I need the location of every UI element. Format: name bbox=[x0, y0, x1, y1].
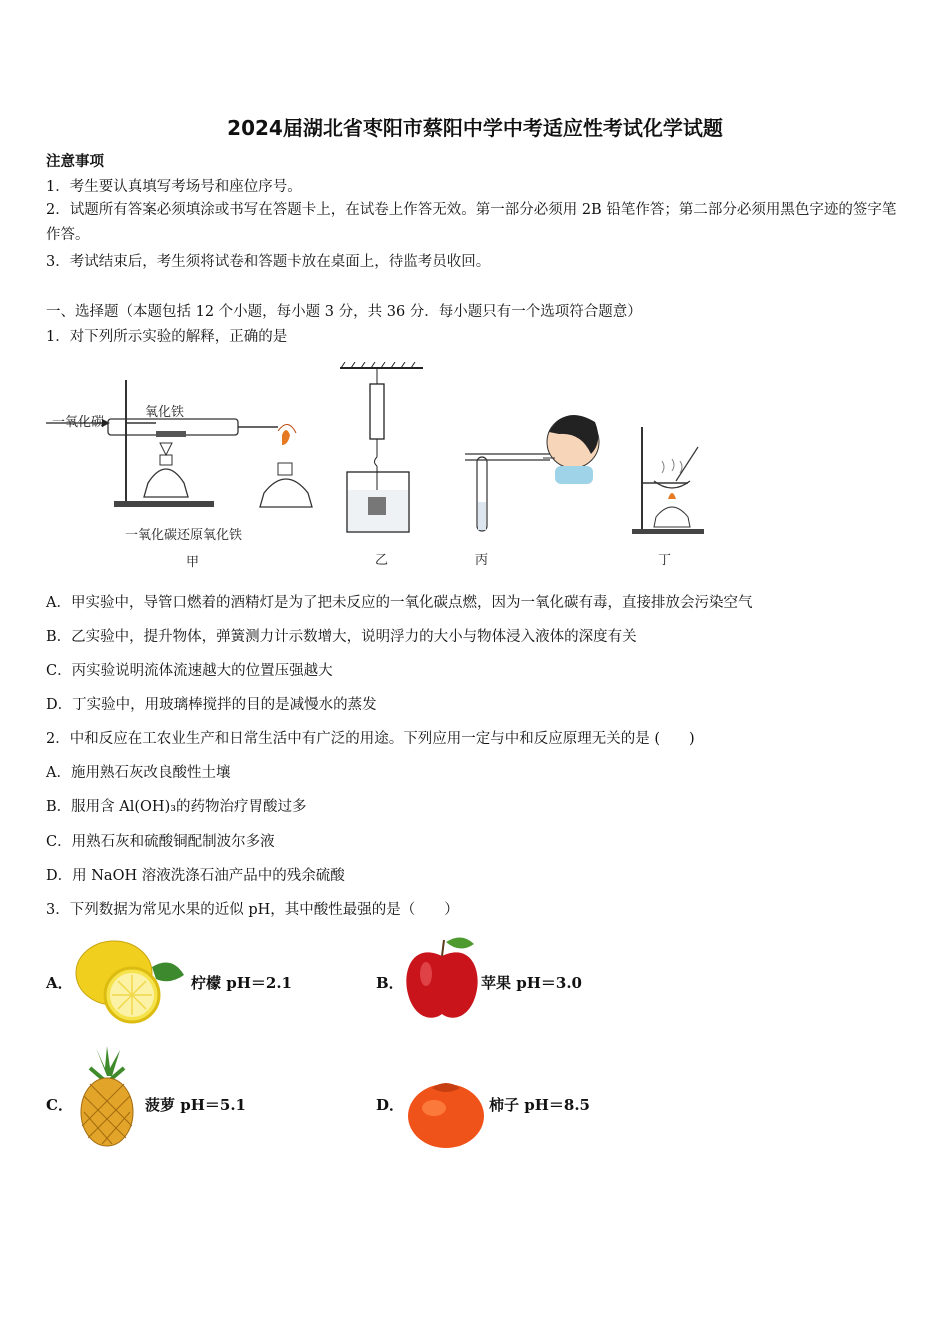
question-1-stem: 1．对下列所示实验的解释，正确的是 bbox=[46, 329, 288, 345]
lemon-icon bbox=[72, 935, 187, 1025]
persimmon-icon bbox=[404, 1074, 488, 1150]
label-fe2o3: 氧化铁 bbox=[145, 405, 185, 420]
apple-icon bbox=[402, 932, 482, 1024]
caption-bing: 丙 bbox=[475, 553, 489, 568]
q3-option-c-letter: C． bbox=[46, 1096, 73, 1114]
notice-heading: 注意事项 bbox=[46, 153, 104, 170]
q3-option-b-letter: B． bbox=[376, 974, 404, 992]
q2-option-a: A．施用熟石灰改良酸性土壤 bbox=[46, 765, 231, 781]
pineapple-icon bbox=[76, 1046, 138, 1148]
experiment-yi-diagram bbox=[335, 362, 435, 542]
q1-option-d: D．丁实验中，用玻璃棒搅拌的目的是减慢水的蒸发 bbox=[46, 697, 377, 713]
question-2-stem: 2．中和反应在工农业生产和日常生活中有广泛的用途。下列应用一定与中和反应原理无关的是 ( ) bbox=[46, 731, 695, 747]
q3-option-c-label: 菠萝 pH＝5.1 bbox=[145, 1096, 246, 1114]
experiment-bing-diagram bbox=[455, 402, 615, 537]
q2-option-d: D．用 NaOH 溶液洗涤石油产品中的残余硫酸 bbox=[46, 868, 345, 884]
q3-option-a-label: 柠檬 pH＝2.1 bbox=[191, 974, 292, 992]
question-3-stem: 3．下列数据为常见水果的近似 pH，其中酸性最强的是（ ） bbox=[46, 902, 459, 918]
q1-option-b: B．乙实验中，提升物体，弹簧测力计示数增大，说明浮力的大小与物体浸入液体的深度有关 bbox=[46, 629, 637, 645]
experiment-ding-diagram bbox=[628, 425, 708, 537]
q2-option-b: B．服用含 Al(OH)₃的药物治疗胃酸过多 bbox=[46, 799, 307, 815]
caption-ding: 丁 bbox=[658, 553, 672, 568]
q3-option-b-label: 苹果 pH＝3.0 bbox=[481, 974, 582, 992]
page-title: 2024届湖北省枣阳市蔡阳中学中考适应性考试化学试题 bbox=[227, 116, 723, 140]
notice-item-1: 1．考生要认真填写考场号和座位序号。 bbox=[46, 179, 302, 195]
q1-option-c: C．丙实验说明流体流速越大的位置压强越大 bbox=[46, 663, 333, 679]
caption-jia: 甲 bbox=[186, 555, 200, 570]
q3-option-d-letter: D． bbox=[376, 1096, 405, 1114]
q1-option-a: A．甲实验中，导管口燃着的酒精灯是为了把未反应的一氧化碳点燃，因为一氧化碳有毒，直接排放会污染空气 bbox=[46, 595, 753, 611]
q3-option-d-label: 柿子 pH＝8.5 bbox=[489, 1096, 590, 1114]
notice-item-2: 2．试题所有答案必须填涂或书写在答题卡上，在试卷上作答无效。第一部分必须用 2B 铅笔作答；第二部分必须用黑色字迹的签字笔作答。 bbox=[46, 202, 897, 243]
notice-item-3: 3．考试结束后，考生须将试卷和答题卡放在桌面上，待监考员收回。 bbox=[46, 254, 491, 270]
caption-jia-full: 一氧化碳还原氧化铁 bbox=[125, 528, 243, 543]
label-co: 一氧化碳 bbox=[52, 415, 105, 430]
caption-yi: 乙 bbox=[375, 553, 389, 568]
q2-option-c: C．用熟石灰和硫酸铜配制波尔多液 bbox=[46, 834, 275, 850]
section-heading: 一、选择题（本题包括 12 个小题，每小题 3 分，共 36 分．每小题只有一个选项符合题意） bbox=[46, 304, 642, 320]
q3-option-a-letter: A． bbox=[46, 974, 73, 992]
